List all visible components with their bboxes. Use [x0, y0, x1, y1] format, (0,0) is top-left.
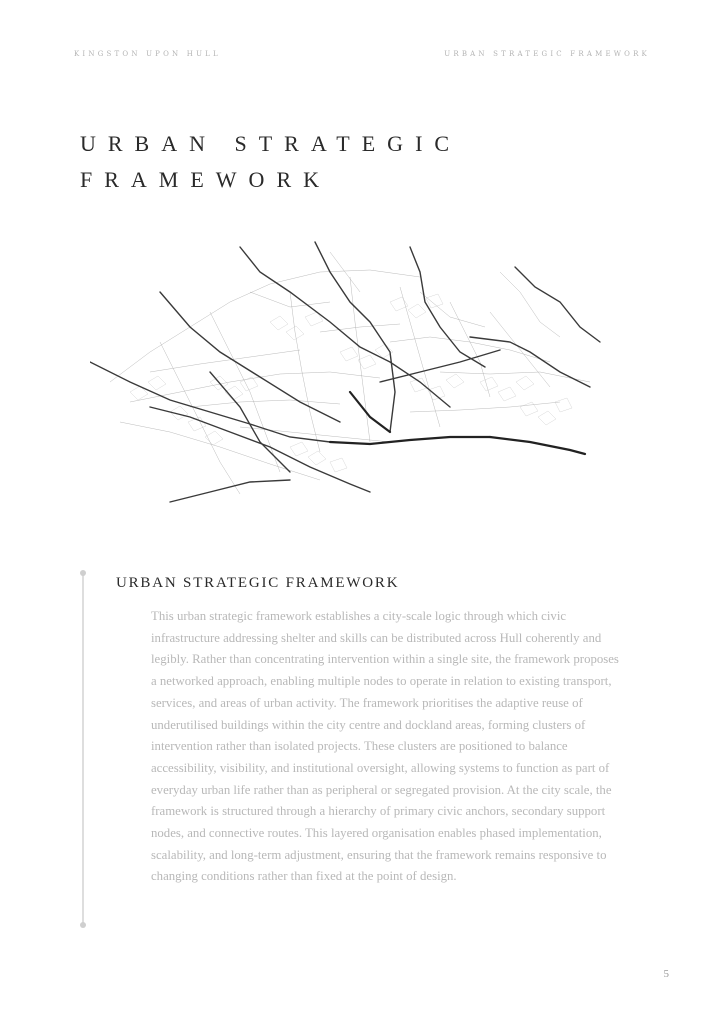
minor-streets: [110, 252, 590, 494]
rule-top-dot: [80, 570, 86, 576]
page-title-line-1: URBAN STRATEGIC: [80, 131, 462, 156]
rule-bottom-dot: [80, 922, 86, 928]
primary-routes: [330, 392, 585, 454]
page-title: [80, 126, 461, 198]
section-vertical-rule: [82, 574, 84, 926]
main-roads: [90, 242, 600, 502]
running-header-left: KINGSTON UPON HULL: [74, 50, 221, 58]
section-body-text: This urban strategic framework establishes a city-scale logic through which civic infrastructure addressing shelter and skills can be distributed across Hull coherently and legibly. Rather than concentrating intervention within a single site, the framework proposes a networked approach, enabling multiple nodes to operate in relation to existing transport, services, and areas of urban activity. The framework prioritises the adaptive reuse of underutilised buildings within the city centre and dockland areas, forming clusters of intervention rather than isolated projects. These clusters are positioned to balance accessibility, visibility, and institutional oversight, allowing systems to function as part of everyday urban life rather than as peripheral or segregated provision. At the city scale, the framework is structured through a hierarchy of primary civic anchors, secondary support nodes, and connective routes. This layered organisation enables phased implementation, scalability, and long-term adjustment, ensuring that the framework remains responsive to changing conditions rather than fixed at the point of design.: [151, 609, 619, 884]
running-header-right: URBAN STRATEGIC FRAMEWORK: [444, 50, 650, 58]
page-title-line-2: FRAMEWORK: [80, 167, 332, 192]
city-road-map: [90, 232, 620, 532]
page-number: 5: [663, 968, 669, 980]
minor-streets-texture: [130, 294, 572, 472]
section-heading: URBAN STRATEGIC FRAMEWORK: [116, 575, 400, 591]
